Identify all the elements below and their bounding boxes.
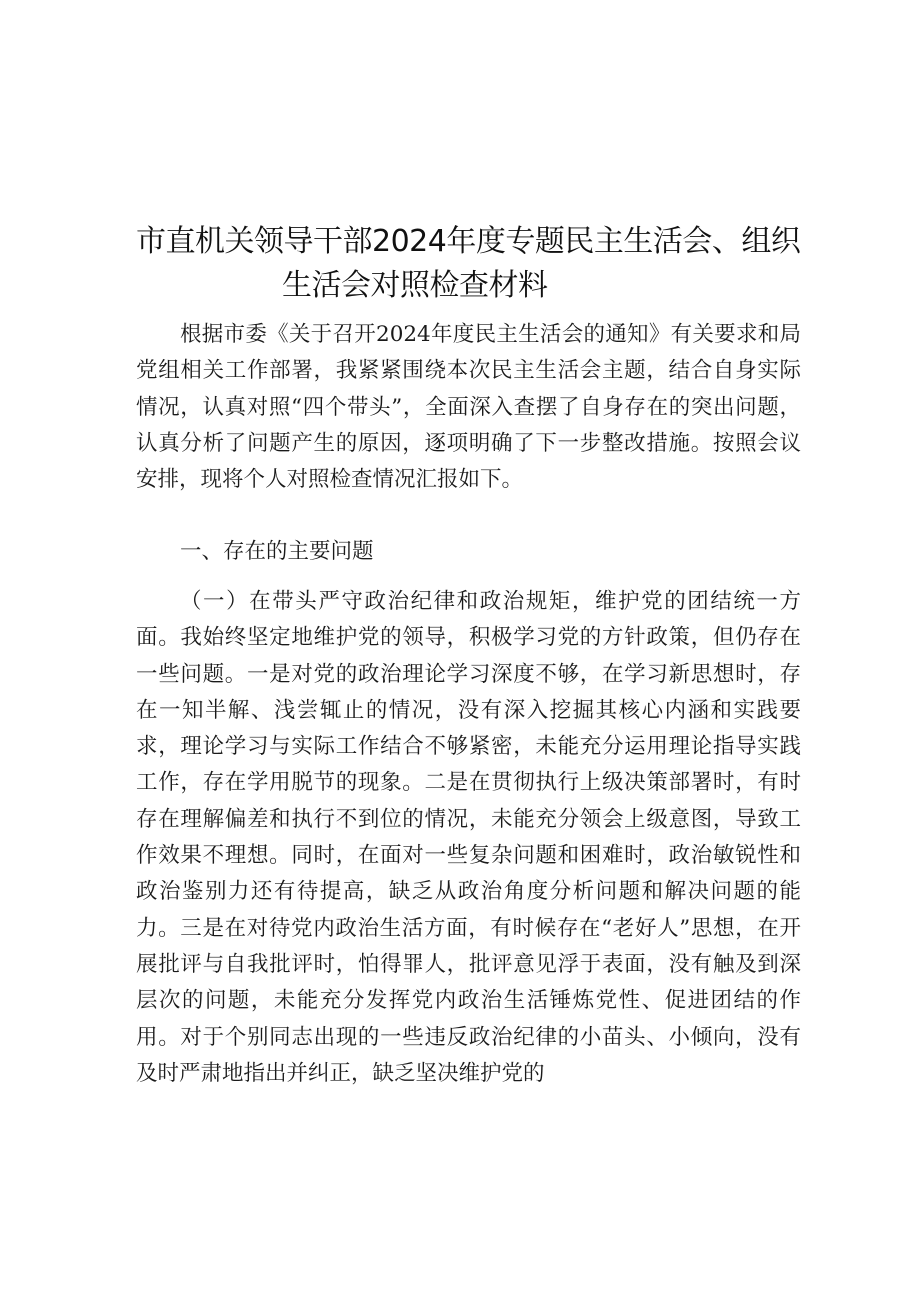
body-paragraph: （一）在带头严守政治纪律和政治规矩，维护党的团结统一方面。我始终坚定地维护党的领导，积极学习党的方针政策，但仍存在一些问题。一是对党的政治理论学习深度不够，在学习新思想时，存在一知半解、浅尝辄止的情况，没有深入挖掘其核心内涵和实践要求，理论学习与实际工作结合不够紧密，未能充分运用理论指导实践工作，存在学用脱节的现象。二是在贯彻执行上级决策部署时，有时存在理解偏差和执行不到位的情况，未能充分领会上级意图，导致工作效果不理想。同时，在面对一些复杂问题和困难时，政治敏锐性和政治鉴别力还有待提高，缺乏从政治角度分析问题和解决问题的能力。三是在对待党内政治生活方面，有时候存在“老好人”思想，在开展批评与自我批评时，怕得罪人，批评意见浮于表面，没有触及到深层次的问题，未能充分发挥党内政治生活锤炼党性、促进团结的作用。对于个别同志出现的一些违反政治纪律的小苗头、小倾向，没有及时严肃地指出并纠正，缺乏坚决维护党的 xyxy=(136,589,801,1086)
document-title-line-2: 生活会对照检查材料 xyxy=(282,268,548,303)
intro-paragraph: 根据市委《关于召开2024年度民主生活会的通知》有关要求和局党组相关工作部署，我紧紧围绕本次民主生活会主题，结合自身实际情况，认真对照“四个带头”，全面深入查摆了自身存在的突出问题，认真分析了问题产生的原因，逐项明确了下一步整改措施。按照会议安排，现将个人对照检查情况汇报如下。 xyxy=(136,322,801,493)
document-title-line-1: 市直机关领导干部2024年度专题民主生活会、组织 xyxy=(136,224,801,259)
section-heading: 一、存在的主要问题 xyxy=(180,539,374,564)
